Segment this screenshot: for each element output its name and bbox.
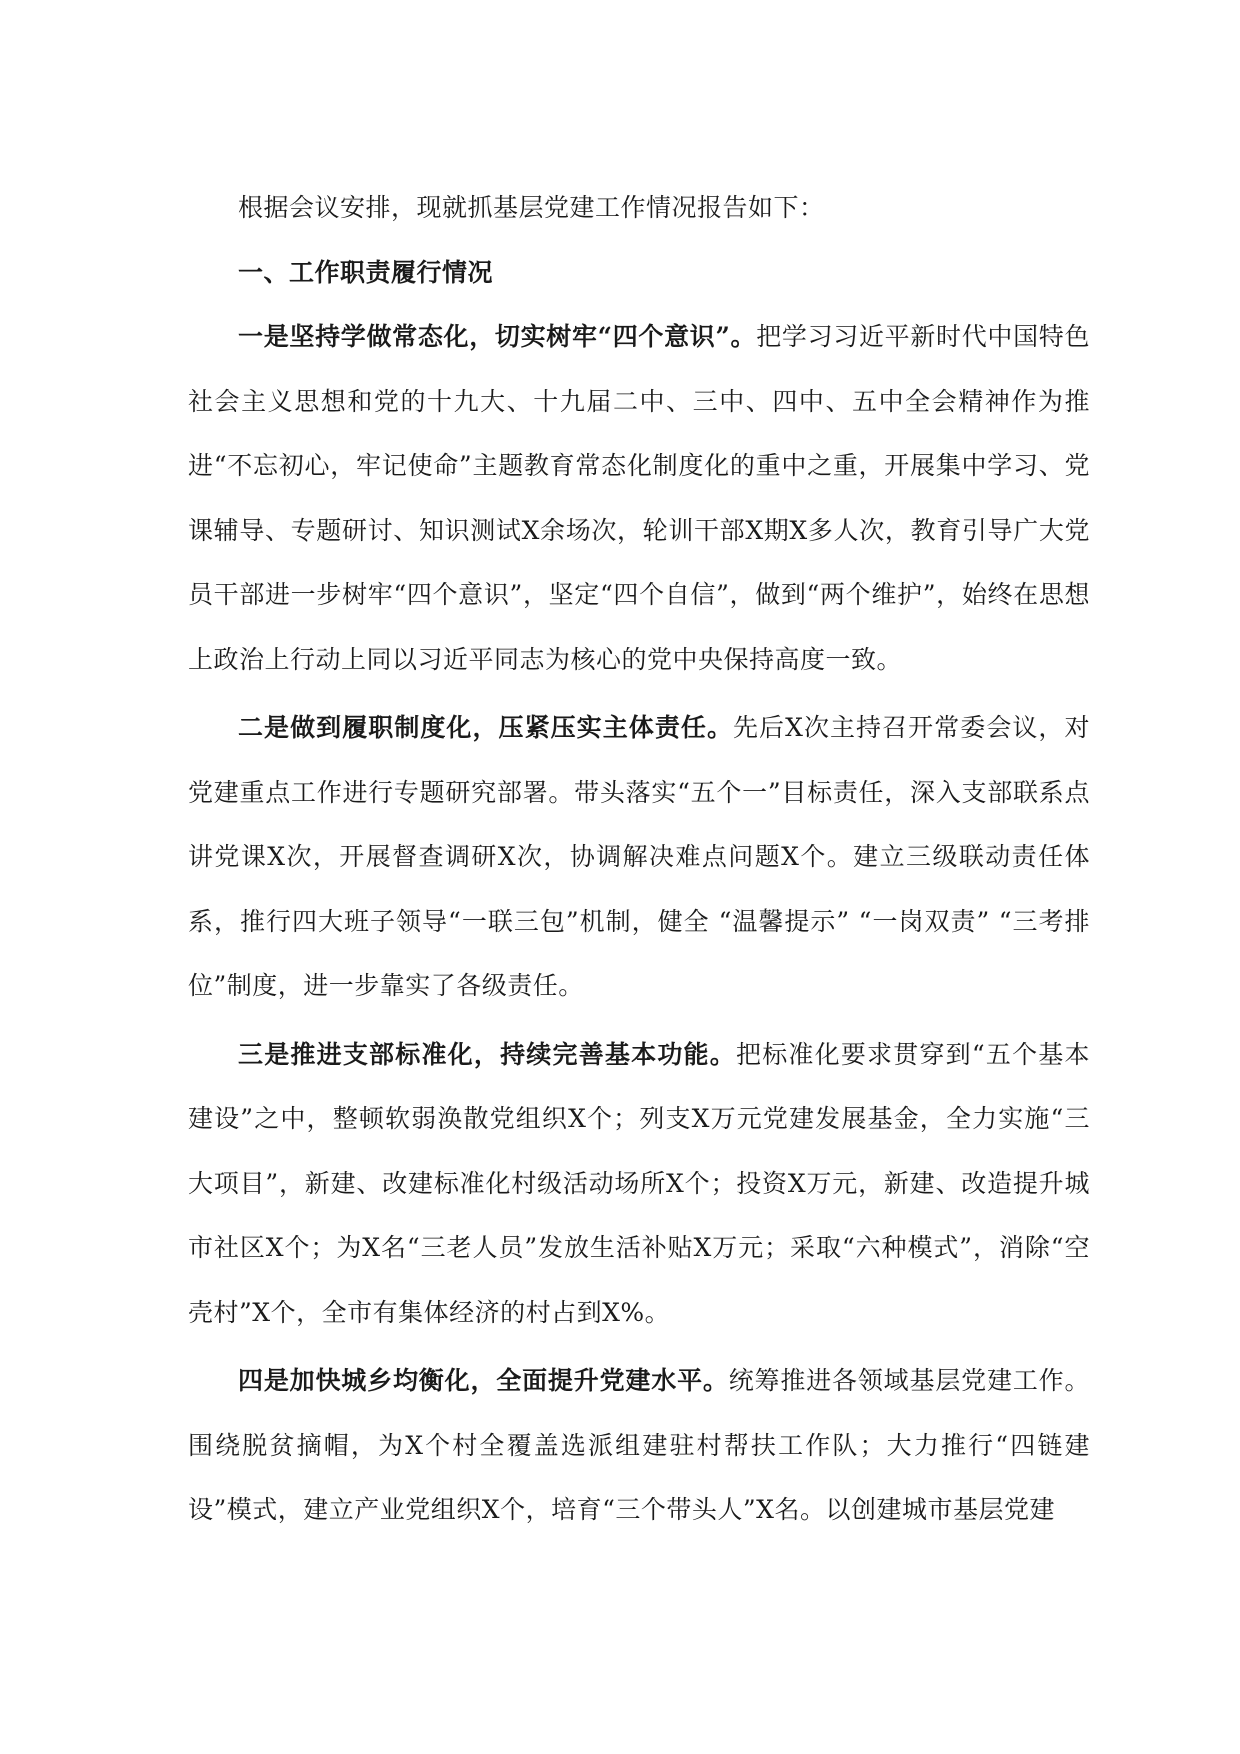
paragraph-1-body: 把学习习近平新时代中国特色社会主义思想和党的十九大、十九届二中、三中、四中、五中全会精神作为推进“不忘初心，牢记使命”主题教育常态化制度化的重中之重，开展集中学习、党课辅导、专题研讨、知识测试X余场次，轮训干部X期X多人次，教育引导广大党员干部进一步树牢“四个意识”，坚定“四个自信”，做到“两个维护”，始终在思想上政治上行动上同以习近平同志为核心的党中央保持高度一致。 xyxy=(188,322,1090,674)
section-heading: 一、工作职责履行情况 xyxy=(238,257,494,287)
paragraph-1-lead: 一是坚持学做常态化，切实树牢“四个意识”。 xyxy=(238,322,757,351)
paragraph-4 xyxy=(188,1349,1090,1543)
paragraph-4-lead: 四是加快城乡均衡化，全面提升党建水平。 xyxy=(238,1366,729,1395)
intro-paragraph: 根据会议安排，现就抓基层党建工作情况报告如下： xyxy=(238,193,825,222)
paragraph-3-body: 把标准化要求贯穿到“五个基本建设”之中，整顿软弱涣散党组织X个；列支X万元党建发展基金，全力实施“三大项目”，新建、改建标准化村级活动场所X个；投资X万元，新建、改造提升城市社区X个；为X名“三老人员”发放生活补贴X万元；采取“六种模式”，消除“空壳村”X个，全市有集体经济的村占到X%。 xyxy=(188,1039,1090,1327)
paragraph-3-lead: 三是推进支部标准化，持续完善基本功能。 xyxy=(238,1039,736,1069)
paragraph-2-lead: 二是做到履职制度化，压紧压实主体责任。 xyxy=(238,713,733,742)
paragraph-2-body: 先后X次主持召开常委会议，对党建重点工作进行专题研究部署。带头落实“五个一”目标责任，深入支部联系点讲党课X次，开展督查调研X次，协调解决难点问题X个。建立三级联动责任体系，推行四大班子领导“一联三包”机制，健全 “温馨提示” “一岗双责” “三考排位”制度，进一步靠实了各级责任。 xyxy=(188,713,1090,1000)
paragraph-3 xyxy=(188,1023,1090,1346)
paragraph-2 xyxy=(188,696,1090,1019)
paragraph-1 xyxy=(188,305,1090,692)
paragraph-4-body: 统筹推进各领域基层党建工作。围绕脱贫摘帽，为X个村全覆盖选派组建驻村帮扶工作队；大力推行“四链建设”模式，建立产业党组织X个，培育“三个带头人”X名。以创建城市基层党建 xyxy=(188,1366,1090,1524)
